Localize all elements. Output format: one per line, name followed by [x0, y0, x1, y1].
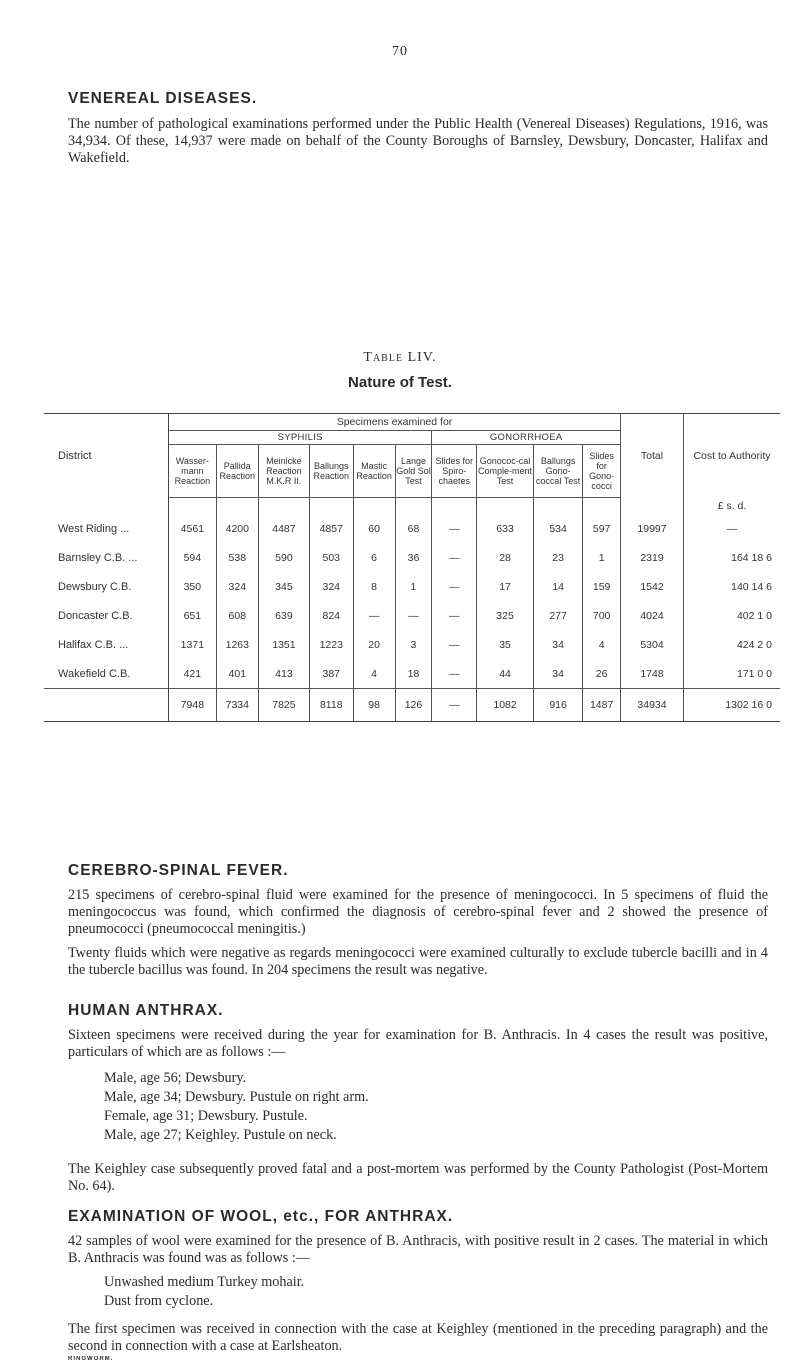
total-cost: 1302 16 0	[684, 689, 781, 722]
table-cell: 1351	[258, 630, 309, 659]
table-cell: 700	[583, 601, 621, 630]
table-cell: 1	[395, 572, 432, 601]
table-cell: 594	[183, 551, 202, 564]
anthrax-case: Male, age 56; Dewsbury.	[104, 1070, 247, 1086]
table-cell: 1263	[216, 630, 258, 659]
district-name: Wakefield C.B.	[44, 659, 169, 689]
table-cell: 4857	[309, 514, 353, 543]
table-cell: 3	[395, 630, 432, 659]
anthrax-case: Male, age 34; Dewsbury. Pustule on right arm.	[104, 1089, 369, 1105]
table-cell: 159	[583, 572, 621, 601]
gonorrhoea-header: GONORRHOEA	[432, 431, 621, 445]
table-cell: 608	[216, 601, 258, 630]
table-cell: 633	[477, 514, 534, 543]
csf-paragraph-1: 215 specimens of cerebro-spinal fluid were examined for the presence of meningococci. In 5 specimens of fluid the meningococcus was found, which confirmed the diagnosis of cerebro-spinal fever and 2 showed the presence of pneumococci (pneumococcal meningitis.)	[68, 887, 768, 937]
anthrax-case: Female, age 31; Dewsbury. Pustule.	[104, 1108, 308, 1124]
column-header: Ballungs Gono-coccal Test	[533, 445, 582, 498]
row-total: 19997	[621, 514, 684, 543]
table-cell: 35	[477, 630, 534, 659]
table-cell: 26	[583, 659, 621, 689]
total-cell: 7825	[258, 689, 309, 722]
table-cell: 34	[533, 630, 582, 659]
column-header: Mastic Reaction	[353, 445, 395, 498]
specimens-header: Specimens examined for	[169, 414, 621, 431]
table-cell: —	[432, 601, 477, 630]
table-cell: 17	[477, 572, 534, 601]
district-name: Halifax C.B. ...	[44, 630, 169, 659]
total-cell: 8118	[309, 689, 353, 722]
table-cell: 590	[258, 543, 309, 572]
district-header: District	[44, 414, 169, 498]
table-title: Nature of Test.	[348, 374, 452, 391]
table-cell: 503	[309, 543, 353, 572]
row-cost: —	[684, 514, 781, 543]
table-cell: 4487	[258, 514, 309, 543]
table-cell: —	[432, 659, 477, 689]
table-row	[44, 601, 780, 630]
row-total: 1748	[621, 659, 684, 689]
table-cell: 534	[533, 514, 582, 543]
row-total: 5304	[621, 630, 684, 659]
column-header: Meinicke Reaction M.K.R II.	[258, 445, 309, 498]
cost-header: Cost to Authority	[684, 414, 781, 498]
table-cell: 20	[353, 630, 395, 659]
syphilis-header: SYPHILIS	[169, 431, 432, 445]
table-row	[44, 630, 780, 659]
column-header: Slides for Gono-cocci	[583, 445, 621, 498]
anthrax-paragraph-2: The Keighley case subsequently proved fatal and a post-mortem was performed by the County Pathologist (Post-Mortem No. 64).	[68, 1161, 768, 1194]
table-cell: 23	[533, 543, 582, 572]
row-cost: 424 2 0	[684, 630, 781, 659]
csf-paragraph-2: Twenty fluids which were negative as regards meningococci were examined culturally to exclude tubercle bacilli and in 4 the tubercle bacillus was found. In 204 specimens the result was negative.	[68, 945, 768, 978]
table-cell: 639	[258, 601, 309, 630]
wool-paragraph-2: The first specimen was received in connection with the case at Keighley (mentioned in the preceding paragraph) and the second in connection with a case at Earlsheaton.	[68, 1321, 768, 1354]
row-cost: 140 14 6	[684, 572, 781, 601]
total-header: Total	[621, 414, 684, 498]
table-cell: 1	[583, 543, 621, 572]
row-total: 1542	[621, 572, 684, 601]
column-header: Ballungs Reaction	[309, 445, 353, 498]
table-cell: 6	[353, 543, 395, 572]
column-header: Pallida Reaction	[216, 445, 258, 498]
column-header: Wasser-mann Reaction	[169, 445, 217, 498]
table-cell: 1371	[180, 638, 205, 651]
table-cell: 421	[183, 667, 202, 680]
wool-item: Dust from cyclone.	[104, 1293, 214, 1309]
table-cell: 4200	[216, 514, 258, 543]
district-name: Doncaster C.B.	[44, 601, 169, 630]
table-row	[44, 514, 780, 543]
table-cell: —	[432, 630, 477, 659]
grand-total: 34934	[621, 689, 684, 722]
table-cell: 8	[353, 572, 395, 601]
table-cell: 28	[477, 543, 534, 572]
total-cell: 126	[395, 689, 432, 722]
total-cell: 916	[533, 689, 582, 722]
total-cell: 98	[353, 689, 395, 722]
table-cell: 1223	[309, 630, 353, 659]
table-cell: 350	[183, 580, 202, 593]
column-header: Gonococ-cal Comple-ment Test	[477, 445, 534, 498]
table-cell: 14	[533, 572, 582, 601]
total-cell: 7334	[216, 689, 258, 722]
district-name: Dewsbury C.B.	[44, 572, 169, 601]
ringworm-heading: RINGWORM.	[68, 1356, 114, 1362]
nature-of-test-table	[44, 413, 780, 722]
table-cell: 4	[353, 659, 395, 689]
district-name: Barnsley C.B. ...	[44, 543, 169, 572]
table-row	[44, 543, 780, 572]
wool-item: Unwashed medium Turkey mohair.	[104, 1274, 305, 1290]
wool-heading: EXAMINATION OF WOOL, etc., FOR ANTHRAX.	[68, 1208, 454, 1225]
table-cell: —	[432, 572, 477, 601]
table-cell: 60	[353, 514, 395, 543]
csf-heading: CEREBRO-SPINAL FEVER.	[68, 862, 289, 879]
table-cell: 34	[533, 659, 582, 689]
table-cell: —	[353, 601, 395, 630]
table-cell: 538	[216, 543, 258, 572]
totals-row	[44, 689, 780, 722]
table-cell: 277	[533, 601, 582, 630]
table-cell: —	[395, 601, 432, 630]
table-cell: 824	[309, 601, 353, 630]
total-cell: —	[432, 689, 477, 722]
total-cell: 7948	[169, 689, 217, 722]
row-total: 2319	[621, 543, 684, 572]
table-cell: 68	[395, 514, 432, 543]
table-cell: 387	[309, 659, 353, 689]
table-cell: 401	[216, 659, 258, 689]
table-cell: 36	[395, 543, 432, 572]
column-header: Slides for Spiro-chaetes	[432, 445, 477, 498]
table-row	[44, 572, 780, 601]
table-cell: 345	[258, 572, 309, 601]
cost-units: £ s. d.	[684, 498, 781, 515]
table-label: Table LIV.	[363, 350, 437, 365]
district-name: West Riding ...	[44, 514, 169, 543]
anthrax-heading: HUMAN ANTHRAX.	[68, 1002, 224, 1019]
column-header: Lange Gold Sol Test	[395, 445, 432, 498]
table-cell: 651	[183, 609, 202, 622]
table-cell: 324	[309, 572, 353, 601]
row-cost: 402 1 0	[684, 601, 781, 630]
table-cell: 597	[583, 514, 621, 543]
total-cell: 1487	[583, 689, 621, 722]
table-cell: 324	[216, 572, 258, 601]
row-cost: 164 18 6	[684, 543, 781, 572]
wool-paragraph-1: 42 samples of wool were examined for the presence of B. Anthracis, with positive result in 2 cases. The material in which B. Anthracis was found was as follows :—	[68, 1233, 768, 1266]
total-cell: 1082	[477, 689, 534, 722]
row-cost: 171 0 0	[684, 659, 781, 689]
table-cell: 44	[477, 659, 534, 689]
table-cell: —	[432, 543, 477, 572]
venereal-paragraph: The number of pathological examinations performed under the Public Health (Venereal Diseases) Regulations, 1916, was 34,934. Of these, 14,937 were made on behalf of the County Boroughs of Barnsley, Dewsbury, Doncaster, Halifax and Wakefield.	[68, 116, 768, 166]
page-number: 70	[392, 44, 408, 59]
table-cell: 18	[395, 659, 432, 689]
row-total: 4024	[621, 601, 684, 630]
anthrax-paragraph-1: Sixteen specimens were received during the year for examination for B. Anthracis. In 4 cases the result was positive, particulars of which are as follows :—	[68, 1027, 768, 1060]
table-cell: 4	[583, 630, 621, 659]
anthrax-case: Male, age 27; Keighley. Pustule on neck.	[104, 1127, 337, 1143]
table-row	[44, 659, 780, 689]
table-cell: —	[432, 514, 477, 543]
table-cell: 413	[258, 659, 309, 689]
table-cell: 325	[477, 601, 534, 630]
venereal-heading: VENEREAL DISEASES.	[68, 90, 258, 107]
table-cell: 4561	[180, 522, 205, 535]
